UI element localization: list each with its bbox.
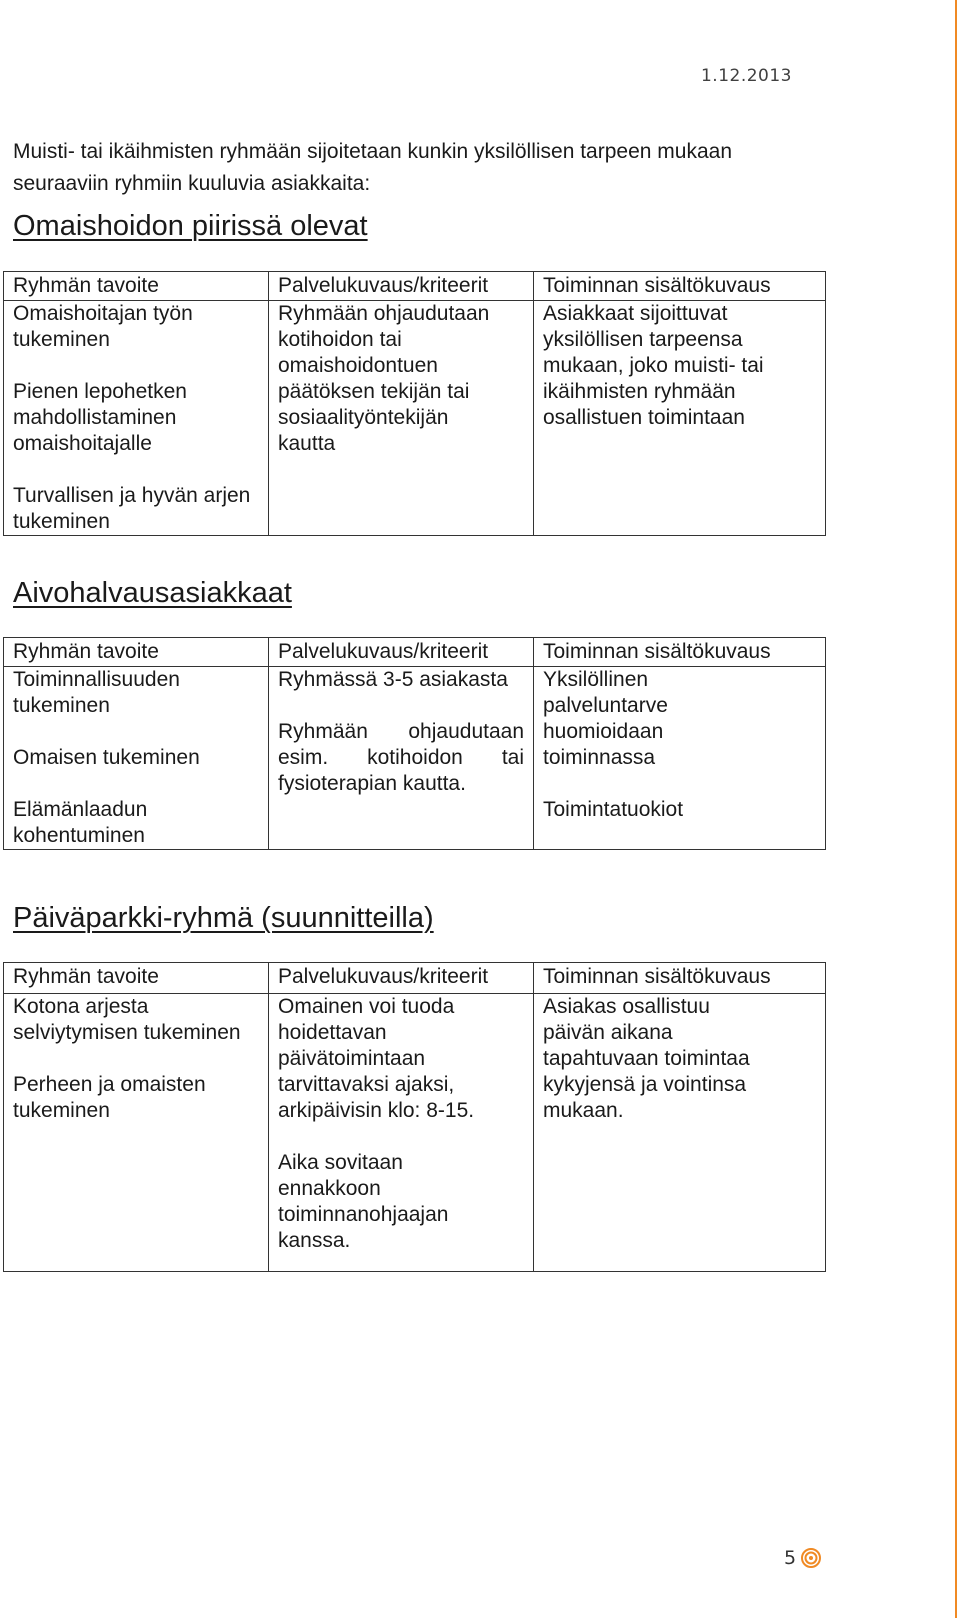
table-header-row [4,272,826,301]
goal-cell [4,667,269,850]
content-item: Yksilöllinen palveluntarve huomioidaan toiminnassa [543,668,668,769]
table-row [4,667,826,850]
intro-paragraph: Muisti- tai ikäihmisten ryhmään sijoitetaan kunkin yksilöllisen tarpeen mukaan seuraaviin ryhmiin kuuluvia asiakkaita: [13,140,732,195]
goal-item: Pienen lepohetken mahdollistaminen omaishoitajalle [13,380,187,455]
table-paivaparkki [3,962,826,1272]
criteria-cell [269,667,534,850]
column-header: Toiminnan sisältökuvaus [534,963,826,994]
column-header: Toiminnan sisältökuvaus [534,638,826,667]
criteria-item: Ryhmään ohjaudutaan kotihoidon tai omaishoidontuen päätöksen tekijän tai sosiaalityöntekijän kautta [278,302,490,455]
table-header-row [4,963,826,994]
section-title-paivaparkki: Päiväparkki-ryhmä (suunnitteilla) [13,902,434,934]
page-number: 5 [784,1547,797,1569]
goal-item: Omaishoitajan työn tukeminen [13,302,193,351]
criteria-cell [269,301,534,536]
table-aivohalvaus [3,637,826,850]
page-edge-accent [955,0,957,1618]
section-title-aivohalvaus: Aivohalvausasiakkaat [13,577,292,609]
content-cell [534,301,826,536]
goal-item: Omaisen tukeminen [13,746,200,769]
goal-cell [4,301,269,536]
concentric-circles-icon [800,1547,822,1569]
content-item: Asiakas osallistuu päivän aikana tapahtuvaan toimintaa kykyjensä ja vointinsa mukaan. [543,994,750,1122]
content-item: Toimintatuokiot [543,798,684,821]
goal-item: Perheen ja omaisten tukeminen [13,1072,206,1122]
table-row [4,993,826,1271]
content-cell [534,993,826,1271]
section-title-omaishoito: Omaishoidon piirissä olevat [13,210,368,242]
criteria-item: Ryhmässä 3-5 asiakasta [278,668,508,691]
header-date: 1.12.2013 [700,66,792,86]
table-header-row [4,638,826,667]
goal-item: Turvallisen ja hyvän arjen tukeminen [13,484,251,533]
goal-cell [4,993,269,1271]
criteria-item: Ryhmään ohjaudutaan esim. kotihoidon tai fysioterapian kautta. [278,720,524,795]
column-header: Palvelukuvaus/kriteerit [269,272,534,301]
goal-item: Elämänlaadun kohentuminen [13,798,148,847]
column-header: Toiminnan sisältökuvaus [534,272,826,301]
goal-item: Kotona arjesta selviytymisen tukeminen [13,994,241,1044]
content-item: Asiakkaat sijoittuvat yksilöllisen tarpeensa mukaan, joko muisti- tai ikäihmisten ryhmään osallistuen toimintaan [543,302,764,429]
criteria-item: Omainen voi tuoda hoidettavan päivätoimintaan tarvittavaksi ajaksi, arkipäivisin klo: 8-15. [278,994,475,1122]
column-header: Palvelukuvaus/kriteerit [269,963,534,994]
goal-item: Toiminnallisuuden tukeminen [13,668,180,717]
page-footer [784,1547,822,1569]
column-header: Palvelukuvaus/kriteerit [269,638,534,667]
criteria-cell [269,993,534,1271]
column-header: Ryhmän tavoite [4,963,269,994]
column-header: Ryhmän tavoite [4,638,269,667]
criteria-item: Aika sovitaan ennakkoon toiminnanohjaajan kanssa. [278,1150,449,1252]
column-header: Ryhmän tavoite [4,272,269,301]
table-row [4,301,826,536]
content-cell [534,667,826,850]
table-omaishoito [3,271,826,536]
